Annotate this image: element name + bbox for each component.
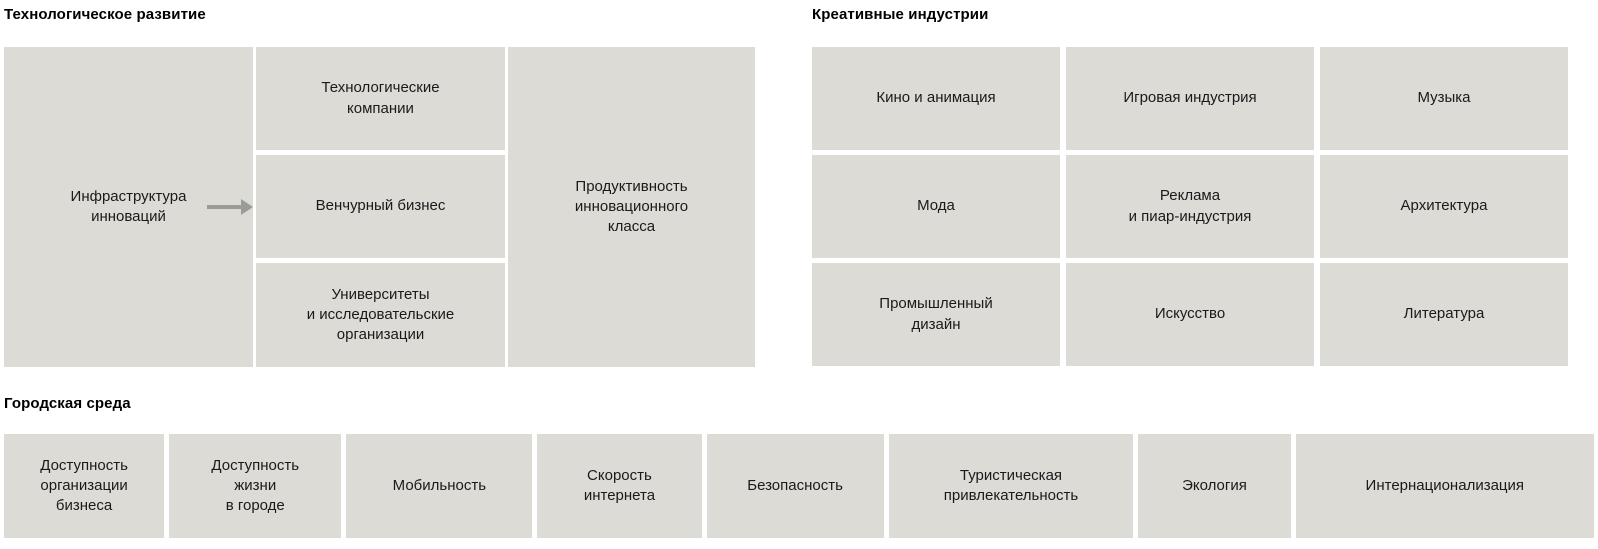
urban-box: Экология [1138, 434, 1290, 538]
tech-middle-box-venture: Венчурный бизнес [256, 155, 505, 258]
arrow-right-icon [207, 197, 253, 217]
creative-box: Промышленный дизайн [812, 263, 1060, 366]
tech-output-box: Продуктивность инновационного класса [508, 47, 755, 367]
urban-box: Доступность организации бизнеса [4, 434, 164, 538]
creative-box: Реклама и пиар-индустрия [1066, 155, 1314, 258]
creative-box: Архитектура [1320, 155, 1568, 258]
tech-input-box: Инфраструктура инноваций [4, 47, 253, 367]
creative-box: Мода [812, 155, 1060, 258]
creative-box: Музыка [1320, 47, 1568, 150]
creative-box: Игровая индустрия [1066, 47, 1314, 150]
section-title-urban: Городская среда [4, 395, 131, 412]
section-title-creative: Креативные индустрии [812, 6, 989, 23]
urban-box: Туристическая привлекательность [889, 434, 1134, 538]
tech-middle-box-companies: Технологические компании [256, 47, 505, 150]
urban-box: Доступность жизни в городе [169, 434, 341, 538]
tech-middle-box-universities: Университеты и исследовательские организации [256, 263, 505, 367]
urban-box: Интернационализация [1296, 434, 1594, 538]
creative-box: Литература [1320, 263, 1568, 366]
urban-box: Безопасность [707, 434, 884, 538]
urban-row [4, 434, 1594, 538]
creative-box: Кино и анимация [812, 47, 1060, 150]
creative-box: Искусство [1066, 263, 1314, 366]
urban-box: Скорость интернета [537, 434, 701, 538]
creative-grid [812, 47, 1594, 367]
urban-box: Мобильность [346, 434, 532, 538]
tech-middle-column [256, 47, 505, 367]
section-title-tech: Технологическое развитие [4, 6, 206, 23]
